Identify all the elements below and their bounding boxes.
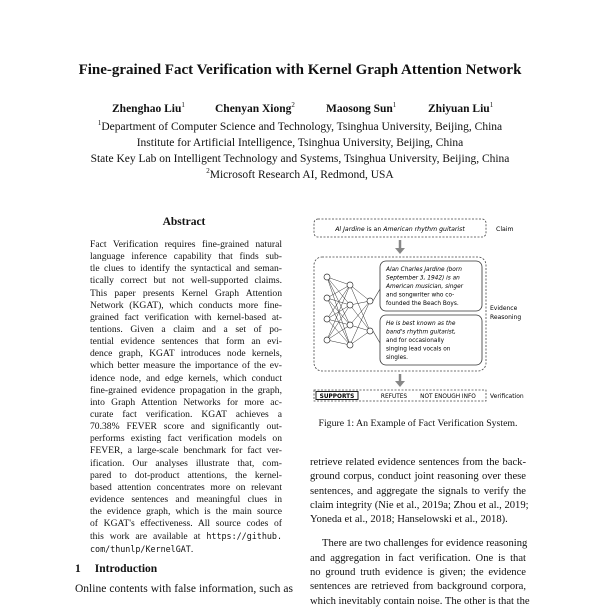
label-not-enough-info: NOT ENOUGH INFO	[420, 394, 476, 400]
affiliation-3: State Key Lab on Intelligent Technology and Systems, Tsinghua University, Beijing, China	[90, 152, 510, 165]
affiliation-2: Institute for Artificial Intelligence, Tsinghua University, Beijing, China	[136, 136, 464, 149]
arrow-down-icon	[395, 248, 405, 254]
section-heading: 1 Introduction	[75, 563, 158, 575]
label-refutes: REFUTES	[380, 394, 408, 400]
abstract-line: performs existing fact verification models on	[90, 433, 282, 445]
label-supports: SUPPORTS	[319, 394, 355, 400]
abstract-line: curate fact verification. KGAT achieves a	[90, 408, 282, 420]
abstract-line: based attention concentrates more on relevant	[90, 481, 282, 493]
body-line: There are two challenges for evidence reasoning	[322, 538, 528, 550]
figure-fact-verification	[310, 213, 528, 413]
body-line: claim integrity (Nie et al., 2019a; Zhou et al., 2019;	[310, 499, 529, 511]
abstract-line: pared to dot-product attentions, the kernel-	[90, 469, 282, 481]
body-line: which inevitably contain noise. The other is that the	[310, 595, 530, 607]
graph-node	[367, 298, 373, 304]
affiliation-4: $^2$Microsoft Research AI, Redmond, USA	[206, 167, 394, 181]
body-line: sentences are retrieved from background corpora,	[310, 581, 526, 593]
code-url-link[interactable]: com/thunlp/KernelGAT	[90, 543, 191, 554]
evidence-text-1: Alan Charles Jardine (born September 3, 1942) is an American musician, singer and songwriter who co- founded the Beach Boys.	[386, 267, 464, 307]
affiliation-1: $^1$Department of Computer Science and Technology, Tsinghua University, Beijing, China	[97, 119, 503, 133]
abstract-line: language inference capability that finds sub-	[90, 251, 282, 263]
evidence-reasoning-label: Evidence Reasoning	[490, 305, 522, 321]
abstract-line: dence graph, KGAT introduces node kernels,	[90, 348, 282, 360]
body-line: ground corpus, conduct joint reasoning over these	[310, 471, 526, 483]
abstract-line: tically correct but not well-supported claims.	[90, 275, 282, 287]
claim-label: Claim	[496, 226, 514, 233]
abstract-line: 70.38% FEVER score and significantly out-	[90, 421, 282, 433]
abstract-line: of KGAT's effectiveness. All source codes of	[90, 518, 282, 530]
graph-node	[324, 316, 330, 322]
abstract-line: idence node, and edge kernels, which conduct	[90, 372, 282, 384]
abstract-line: into Graph Attention Networks for more ac-	[90, 396, 282, 408]
abstract-body	[90, 239, 282, 555]
abstract-line: tle clues to identify the syntactical and seman-	[90, 263, 282, 275]
abstract-line: evidence sentences and meaningful clues in	[90, 493, 282, 505]
claim-text: Al Jardine is an American rhythm guitarist	[335, 226, 465, 233]
author-1: Zhenghao Liu$^1$	[112, 101, 185, 115]
abstract-line: tentions. Given a claim and a set of po-	[90, 323, 282, 335]
body-line: Yoneda et al., 2018; Hanselowski et al., 2018).	[310, 514, 508, 526]
author-3: Maosong Sun$^1$	[326, 101, 397, 115]
body-line: retrieve related evidence sentences from the back-	[310, 457, 526, 468]
author-2: Chenyan Xiong$^2$	[215, 101, 295, 115]
graph-node	[324, 274, 330, 280]
verification-label: Verification	[490, 393, 524, 400]
intro-first-line: Online contents with false information, such as	[75, 583, 293, 595]
graph-node	[324, 337, 330, 343]
body-line: no ground truth evidence is given; the evidence	[310, 567, 526, 579]
abstract-line: com/thunlp/KernelGAT.	[90, 543, 194, 555]
abstract-line: tential evidence sentences that form an evi-	[90, 336, 282, 348]
abstract-line: fine-grained evidence propagation in the graph,	[90, 384, 282, 396]
graph-node	[347, 342, 353, 348]
abstract-line: which better measure the importance of the ev-	[90, 360, 282, 372]
abstract-line: grained fact verification with kernel-based at-	[90, 311, 282, 323]
abstract-line: FEVER, a large-scale benchmark for fact ver-	[90, 445, 282, 457]
evidence-text-2: He is best known as the band's rhythm guitarist, and for occasionally singing lead vocals on singles.	[386, 321, 456, 361]
arrow-down-icon	[395, 381, 405, 387]
abstract-line: This paper presents Kernel Graph Attention	[90, 287, 282, 299]
graph-node	[347, 302, 353, 308]
abstract-line: Network (KGAT), which conducts more fine-	[90, 299, 282, 311]
abstract-line: Fact Verification requires fine-grained natural	[90, 239, 282, 250]
evidence-graph-box	[314, 257, 486, 371]
author-4: Zhiyuan Liu$^1$	[428, 101, 494, 115]
figure-caption: Figure 1: An Example of Fact Verification System.	[318, 418, 518, 429]
graph-node	[347, 282, 353, 288]
abstract-line: this work are available at https://github.	[90, 531, 282, 543]
graph-node	[324, 295, 330, 301]
abstract-line: ification. Our analyses illustrate that, com-	[90, 457, 282, 469]
graph-node	[347, 322, 353, 328]
body-line: and aggregation in fact verification. One is that	[310, 552, 526, 564]
abstract-heading: Abstract	[162, 216, 206, 228]
graph-node	[367, 328, 373, 334]
abstract-line: the evidence graph, which is the main source	[90, 506, 282, 518]
code-url-link[interactable]: https://github.	[206, 531, 282, 542]
right-column-text	[310, 456, 530, 609]
paper-title: Fine-grained Fact Verification with Kernel Graph Attention Network	[78, 62, 522, 78]
body-line: sentences, and aggregate the signals to verify the	[310, 485, 526, 497]
